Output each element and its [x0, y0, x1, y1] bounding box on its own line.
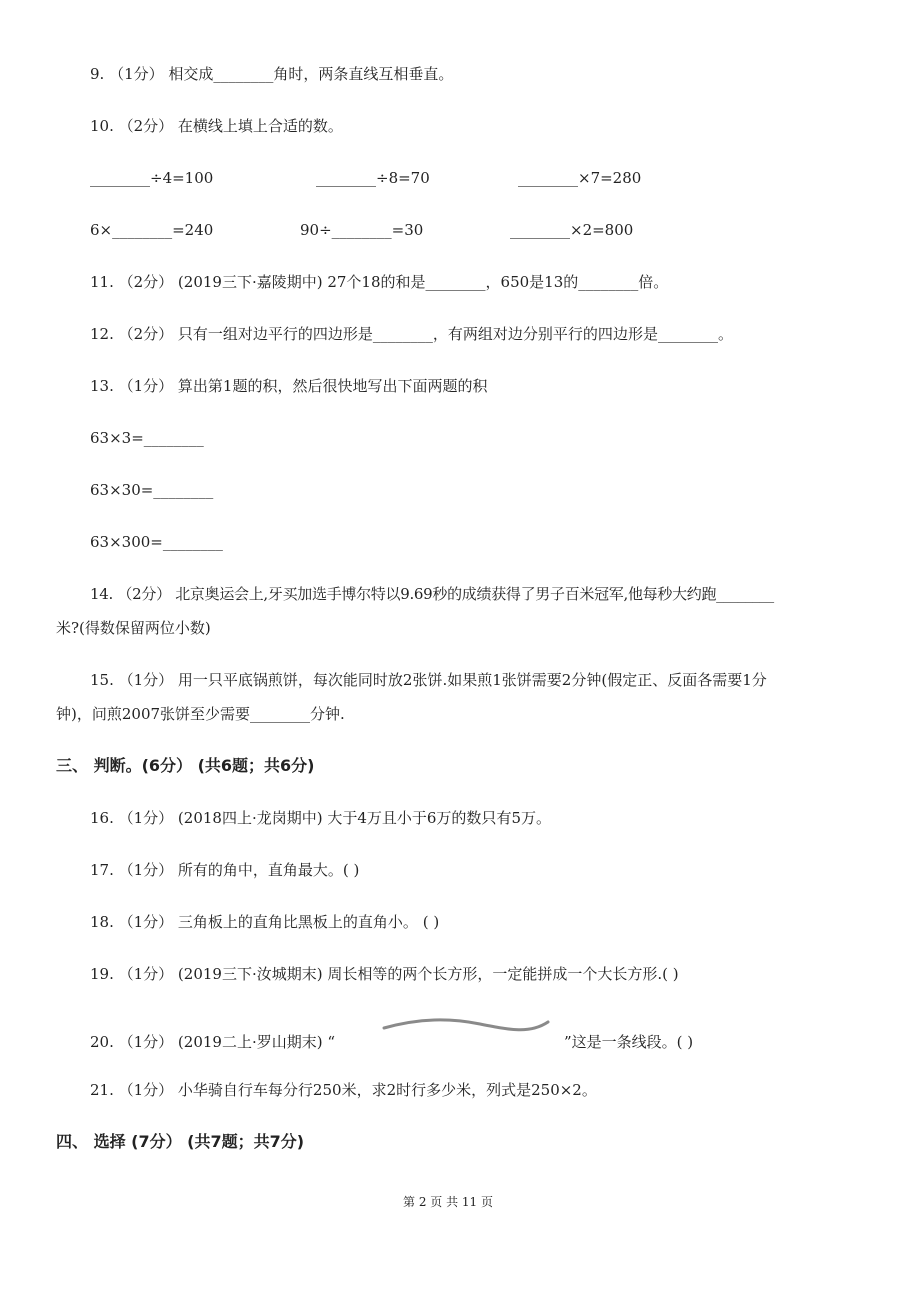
q10-blank-1: ________÷4=100	[90, 169, 214, 187]
question-21: 21. （1分） 小华骑自行车每分行250米，求2时行多少米，列式是250×2。	[90, 1081, 597, 1099]
q10-blank-2: ________÷8=70	[316, 169, 430, 187]
page-footer: 第 2 页 共 11 页	[403, 1195, 493, 1209]
question-20-after: ”这是一条线段。( )	[564, 1033, 694, 1051]
question-10-stem: 10. （2分） 在横线上填上合适的数。	[90, 117, 343, 135]
q10-blank-6: ________×2=800	[510, 221, 634, 239]
question-18: 18. （1分） 三角板上的直角比黑板上的直角小。 ( )	[90, 913, 440, 931]
q10-blank-3: ________×7=280	[518, 169, 642, 187]
question-14-line2: 米?(得数保留两位小数)	[56, 619, 211, 637]
question-20-before: 20. （1分） (2019二上·罗山期末) “	[90, 1033, 336, 1051]
question-11: 11. （2分） (2019三下·嘉陵期中) 27个18的和是________，650是13的________倍。	[90, 273, 669, 291]
question-15-line2: 钟)，问煎2007张饼至少需要________分钟.	[56, 705, 345, 723]
question-17: 17. （1分） 所有的角中，直角最大。( )	[90, 861, 360, 879]
section-3-heading: 三、 判断。(6分） (共6题；共6分)	[56, 756, 315, 775]
question-12: 12. （2分） 只有一组对边平行的四边形是________，有两组对边分别平行的四边形是________。	[90, 325, 733, 343]
q10-blank-4: 6×________=240	[90, 221, 214, 239]
question-14-line1: 14. （2分） 北京奥运会上,牙买加选手博尔特以9.69秒的成绩获得了男子百米冠军,他每秒大约跑________	[90, 585, 774, 603]
question-16: 16. （1分） (2018四上·龙岗期中) 大于4万且小于6万的数只有5万。	[90, 809, 551, 827]
q13-item-3: 63×300=________	[90, 533, 223, 551]
question-15-line1: 15. （1分） 用一只平底锅煎饼，每次能同时放2张饼.如果煎1张饼需要2分钟(假定正、反面各需要1分	[90, 671, 767, 689]
wavy-line-figure	[380, 1014, 550, 1038]
q10-blank-5: 90÷________=30	[300, 221, 424, 239]
q13-item-1: 63×3=________	[90, 429, 204, 447]
q13-item-2: 63×30=________	[90, 481, 214, 499]
question-19: 19. （1分） (2019三下·汝城期末) 周长相等的两个长方形，一定能拼成一个大长方形.( )	[90, 965, 679, 983]
section-4-heading: 四、 选择 (7分） (共7题；共7分)	[56, 1132, 305, 1151]
question-9: 9. （1分） 相交成________角时，两条直线互相垂直。	[90, 65, 454, 83]
question-13-stem: 13. （1分） 算出第1题的积，然后很快地写出下面两题的积	[90, 377, 488, 395]
